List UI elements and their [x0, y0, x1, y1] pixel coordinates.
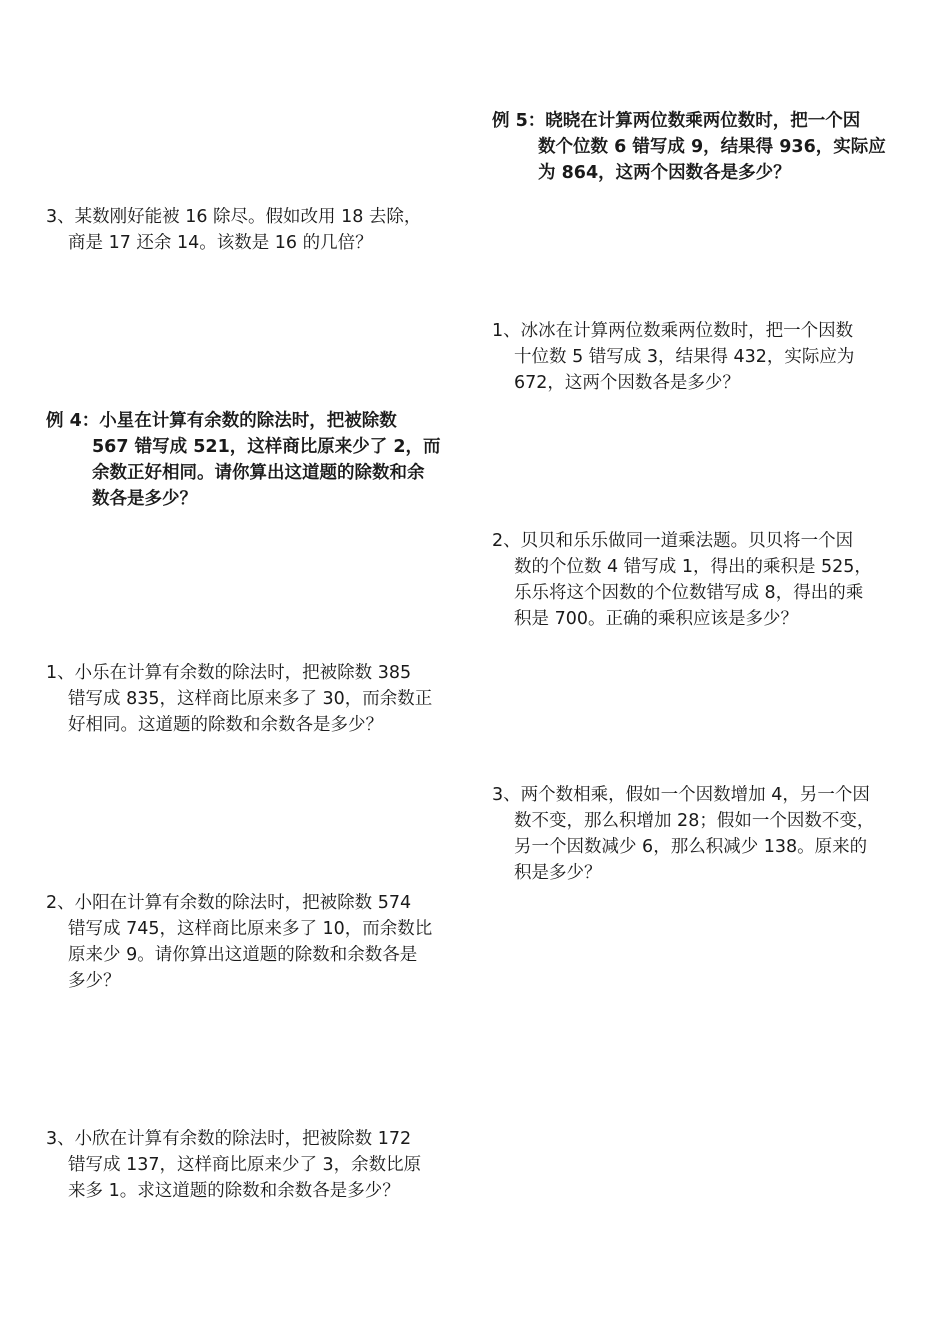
- example-5-line-1: 例 5：晓晓在计算两位数乘两位数时，把一个因: [492, 111, 861, 131]
- left-problem-2-line-2: 错写成 745，这样商比原来多了 10，而余数比: [68, 919, 433, 939]
- example-4-line-1: 例 4：小星在计算有余数的除法时，把被除数: [46, 411, 397, 431]
- example-5: [492, 108, 886, 186]
- left-problem-3-bottom-line-1: 3、小欣在计算有余数的除法时，把被除数 172: [46, 1129, 412, 1149]
- left-problem-3-bottom: [46, 1126, 421, 1204]
- right-problem-3-line-2: 数不变，那么积增加 28；假如一个因数不变，: [514, 811, 875, 831]
- right-problem-2-line-2: 数的个位数 4 错写成 1，得出的乘积是 525，: [514, 557, 872, 577]
- left-problem-1-line-1: 1、小乐在计算有余数的除法时，把被除数 385: [46, 663, 412, 683]
- right-problem-1-line-2: 十位数 5 错写成 3，结果得 432，实际应为: [514, 347, 855, 367]
- right-problem-2-line-4: 积是 700。正确的乘积应该是多少？: [514, 609, 798, 629]
- right-problem-3: [492, 782, 874, 886]
- left-problem-3-bottom-line-3: 来多 1。求这道题的除数和余数各是多少？: [68, 1181, 400, 1201]
- left-problem-3-top: [46, 204, 421, 256]
- example-5-line-2: 数个位数 6 错写成 9，结果得 936，实际应: [538, 137, 886, 157]
- right-problem-1-line-1: 1、冰冰在计算两位数乘两位数时，把一个因数: [492, 321, 854, 341]
- left-problem-3-top-line-2: 商是 17 还余 14。该数是 16 的几倍？: [68, 233, 373, 253]
- right-problem-2-line-1: 2、贝贝和乐乐做同一道乘法题。贝贝将一个因: [492, 531, 854, 551]
- example-4-line-2: 567 错写成 521，这样商比原来少了 2，而: [92, 437, 441, 457]
- right-problem-3-line-4: 积是多少？: [514, 863, 602, 883]
- left-problem-1-line-2: 错写成 835，这样商比原来多了 30，而余数正: [68, 689, 433, 709]
- left-problem-3-bottom-line-2: 错写成 137，这样商比原来少了 3，余数比原: [68, 1155, 422, 1175]
- left-problem-2-line-4: 多少？: [68, 971, 121, 991]
- left-problem-2-line-3: 原来少 9。请你算出这道题的除数和余数各是: [68, 945, 418, 965]
- right-problem-1-line-3: 672，这两个因数各是多少？: [514, 373, 740, 393]
- example-4-line-4: 数各是多少？: [92, 489, 197, 509]
- left-problem-1-line-3: 好相同。这道题的除数和余数各是多少？: [68, 715, 383, 735]
- right-problem-2: [492, 528, 872, 632]
- left-problem-2-line-1: 2、小阳在计算有余数的除法时，把被除数 574: [46, 893, 412, 913]
- left-problem-1: [46, 660, 432, 738]
- example-4: [46, 408, 441, 512]
- example-4-line-3: 余数正好相同。请你算出这道题的除数和余: [92, 463, 425, 483]
- example-5-line-3: 为 864，这两个因数各是多少？: [538, 163, 791, 183]
- right-problem-2-line-3: 乐乐将这个因数的个位数错写成 8，得出的乘: [514, 583, 864, 603]
- right-problem-3-line-3: 另一个因数减少 6，那么积减少 138。原来的: [514, 837, 868, 857]
- right-problem-1: [492, 318, 854, 396]
- left-problem-2: [46, 890, 432, 994]
- left-problem-3-top-line-1: 3、某数刚好能被 16 除尽。假如改用 18 去除，: [46, 207, 422, 227]
- right-problem-3-line-1: 3、两个数相乘，假如一个因数增加 4，另一个因: [492, 785, 870, 805]
